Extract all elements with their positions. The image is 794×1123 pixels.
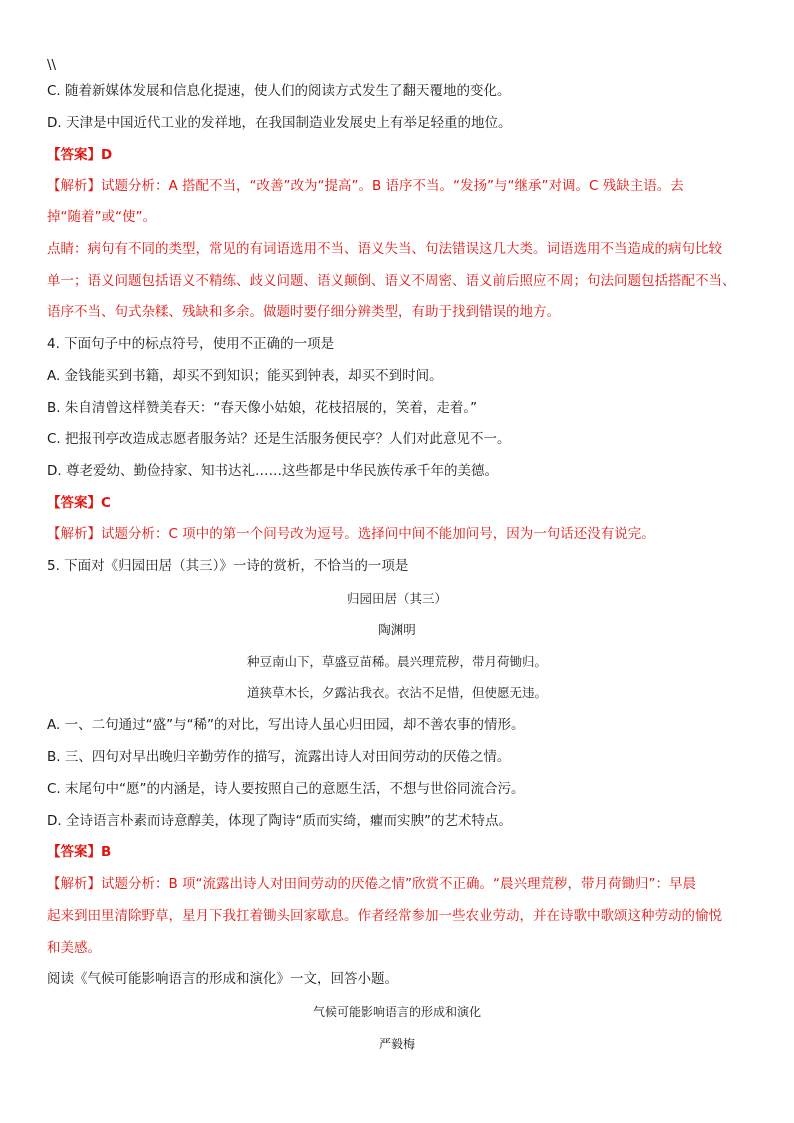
q5-option-c: C. 末尾句中“愿”的内涵是，诗人要按照自己的意愿生活，不想与世俗同流合污。	[47, 781, 525, 797]
poem-title: 归园田居（其三）	[346, 591, 447, 606]
q4-stem: 4. 下面句子中的标点符号，使用不正确的一项是	[47, 336, 335, 352]
q3-option-c: C. 随着新媒体发展和信息化提速，使人们的阅读方式发生了翻天覆地的变化。	[47, 83, 511, 99]
q3-analysis-line1: 【解析】试题分析：A 搭配不当，“改善”改为“提高”。B 语序不当。“发扬”与“继承”对调。C 残缺主语。去	[47, 178, 684, 194]
poem-author: 陶渊明	[378, 622, 416, 637]
q5-analysis-line3: 和美感。	[47, 940, 101, 956]
q4-option-a: A. 金钱能买到书籍，却买不到知识；能买到钟表，却买不到时间。	[47, 368, 443, 384]
q3-tip-line2: 单一；语义问题包括语义不精练、歧义问题、语义颠倒、语义不周密、语义前后照应不周；句法问题包括搭配不当、	[47, 273, 736, 289]
q5-option-b: B. 三、四句对早出晚归辛勤劳作的描写，流露出诗人对田间劳动的厌倦之情。	[47, 749, 511, 765]
q4-option-c: C. 把报刊亭改造成志愿者服务站？还是生活服务便民亭？人们对此意见不一。	[47, 431, 511, 447]
q5-analysis-line2: 起来到田里清除野草，星月下我扛着锄头回家歇息。作者经常参加一些农业劳动，并在诗歌中歌颂这种劳动的愉悦	[47, 908, 722, 924]
q3-option-d: D. 天津是中国近代工业的发祥地，在我国制造业发展史上有举足轻重的地位。	[47, 115, 512, 131]
q3-tip-line3: 语序不当、句式杂糅、残缺和多余。做题时要仔细分辨类型，有助于找到错误的地方。	[47, 304, 560, 320]
q4-option-d: D. 尊老爱幼、勤俭持家、知书达礼……这些都是中华民族传承千年的美德。	[47, 463, 498, 479]
q3-answer: 【答案】D	[47, 147, 113, 163]
q4-option-b: B. 朱自清曾这样赞美春天：“春天像小姑娘，花枝招展的，笑着，走着。”	[47, 400, 478, 416]
poem-line-1: 种豆南山下，草盛豆苗稀。晨兴理荒秽，带月荷锄归。	[246, 654, 547, 669]
q5-analysis-line1: 【解析】试题分析：B 项“流露出诗人对田间劳动的厌倦之情”欣赏不正确。“晨兴理荒秽，带月荷锄归”：早晨	[47, 876, 697, 892]
q5-option-d: D. 全诗语言朴素而诗意醇美，体现了陶诗“质而实绮，癯而实腴”的艺术特点。	[47, 813, 512, 829]
stray-mark: \\	[47, 57, 57, 73]
article-title: 气候可能影响语言的形成和演化	[312, 1005, 481, 1019]
reading-instruction: 阅读《气候可能影响语言的形成和演化》一文，回答小题。	[47, 971, 398, 987]
q5-stem: 5. 下面对《归园田居（其三）》一诗的赏析，不恰当的一项是	[47, 558, 409, 574]
q4-analysis: 【解析】试题分析：C 项中的第一个问号改为逗号。选择问中间不能加问号，因为一句话还没有说完。	[47, 526, 655, 542]
q3-analysis-line2: 掉“随着”或“使”。	[47, 209, 156, 225]
article-author: 严毅梅	[378, 1037, 415, 1051]
q3-tip-line1: 点睛：病句有不同的类型，常见的有词语选用不当、语义失当、句法错误这几大类。词语选用不当造成的病句比较	[47, 241, 722, 257]
q5-option-a: A. 一、二句通过“盛”与“稀”的对比，写出诗人虽心归田园，却不善农事的情形。	[47, 717, 525, 733]
poem-line-2: 道狭草木长，夕露沾我衣。衣沾不足惜，但使愿无违。	[246, 685, 547, 700]
q5-answer: 【答案】B	[47, 844, 112, 860]
q4-answer: 【答案】C	[47, 495, 111, 511]
